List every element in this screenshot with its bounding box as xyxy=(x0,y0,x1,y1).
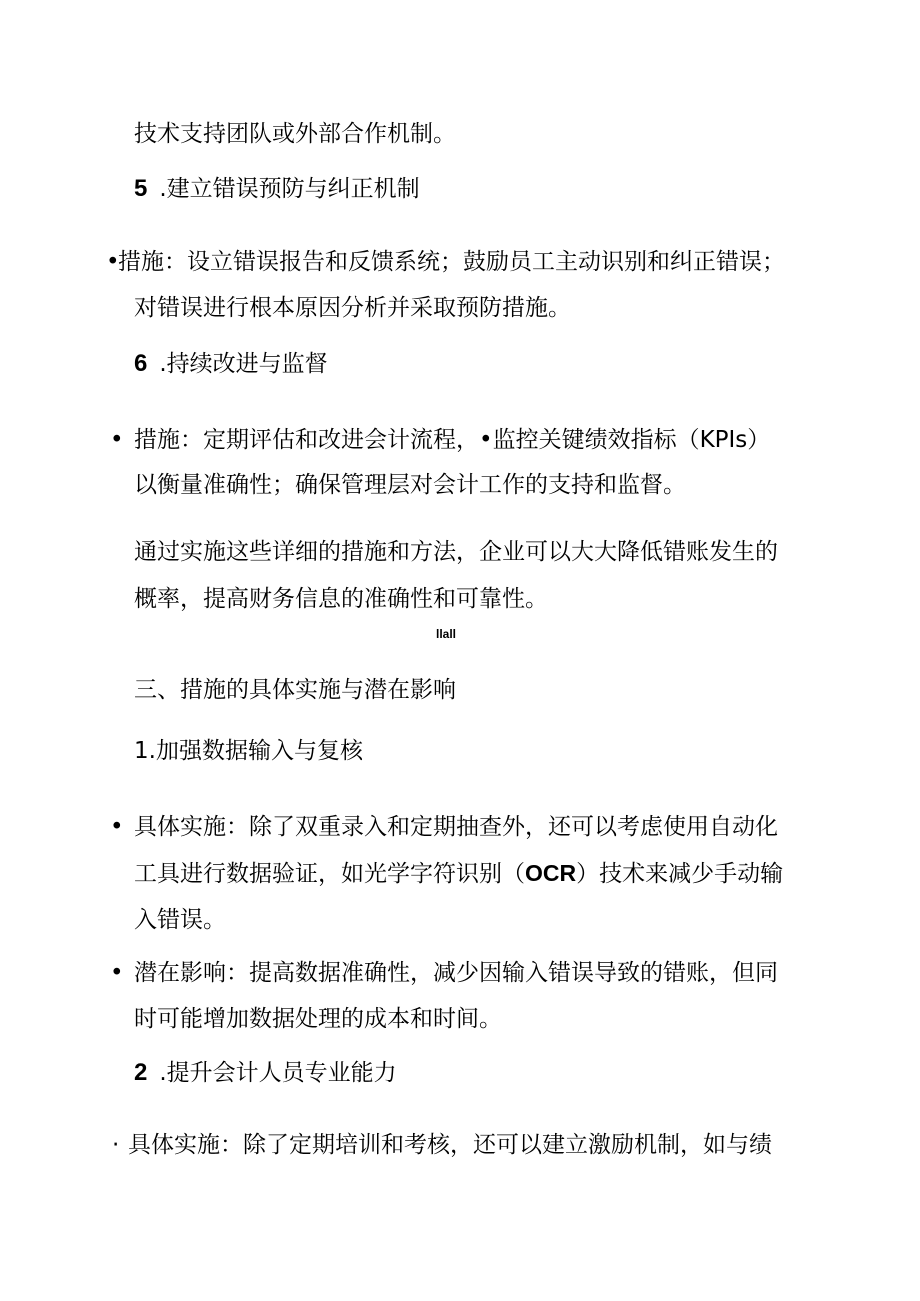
bullet-mark: • xyxy=(110,960,124,986)
bullet-mark: • xyxy=(110,427,124,453)
heading-text: .建立错误预防与纠正机制 xyxy=(159,176,420,202)
subsection-heading-1: 1.加强数据输入与复核 xyxy=(134,738,363,764)
paragraph-line: 通过实施这些详细的措施和方法，企业可以大大降低错账发生的 xyxy=(134,539,778,565)
bullet-mark: • xyxy=(110,814,124,840)
bullet-line: 对错误进行根本原因分析并采取预防措施。 xyxy=(134,295,571,321)
bullet-text: ）技术来减少手动输 xyxy=(576,861,784,887)
heading-text: .提升会计人员专业能力 xyxy=(159,1060,397,1086)
heading-number: 5 xyxy=(134,175,148,202)
bullet-line: 以衡量准确性；确保管理层对会计工作的支持和监督。 xyxy=(134,472,686,498)
bullet-line: 潜在影响：提高数据准确性，减少因输入错误导致的错账，但同 xyxy=(134,960,778,986)
page-mark: llall xyxy=(436,627,457,641)
subsection-heading-2 xyxy=(134,1058,397,1088)
heading-number: 6 xyxy=(134,350,148,377)
ocr-term: OCR xyxy=(525,860,577,886)
bullet-mark: • xyxy=(106,249,120,275)
heading-text: .持续改进与监督 xyxy=(159,351,328,377)
section-heading-3: 三、措施的具体实施与潜在影响 xyxy=(134,677,456,703)
bullet-text: 工具进行数据验证，如光学字符识别（ xyxy=(134,861,525,887)
bullet-line: 入错误。 xyxy=(134,907,226,933)
bullet-line: 措施：定期评估和改进会计流程，•监控关键绩效指标（KPIs） xyxy=(134,427,771,453)
bullet-line: 措施：设立错误报告和反馈系统；鼓励员工主动识别和纠正错误； xyxy=(118,249,785,275)
paragraph-line: 技术支持团队或外部合作机制。 xyxy=(134,121,456,147)
section-heading-5 xyxy=(134,174,420,204)
bullet-line: 具体实施：除了定期培训和考核，还可以建立激励机制，如与绩 xyxy=(128,1132,772,1158)
heading-number: 2 xyxy=(134,1059,148,1086)
bullet-line: 时可能增加数据处理的成本和时间。 xyxy=(134,1006,502,1032)
bullet-line: 具体实施：除了双重录入和定期抽查外，还可以考虑使用自动化 xyxy=(134,814,778,840)
bullet-mark: · xyxy=(112,1132,120,1158)
section-heading-6 xyxy=(134,349,328,379)
paragraph-line: 概率，提高财务信息的准确性和可靠性。 xyxy=(134,586,548,612)
bullet-line xyxy=(134,858,783,889)
